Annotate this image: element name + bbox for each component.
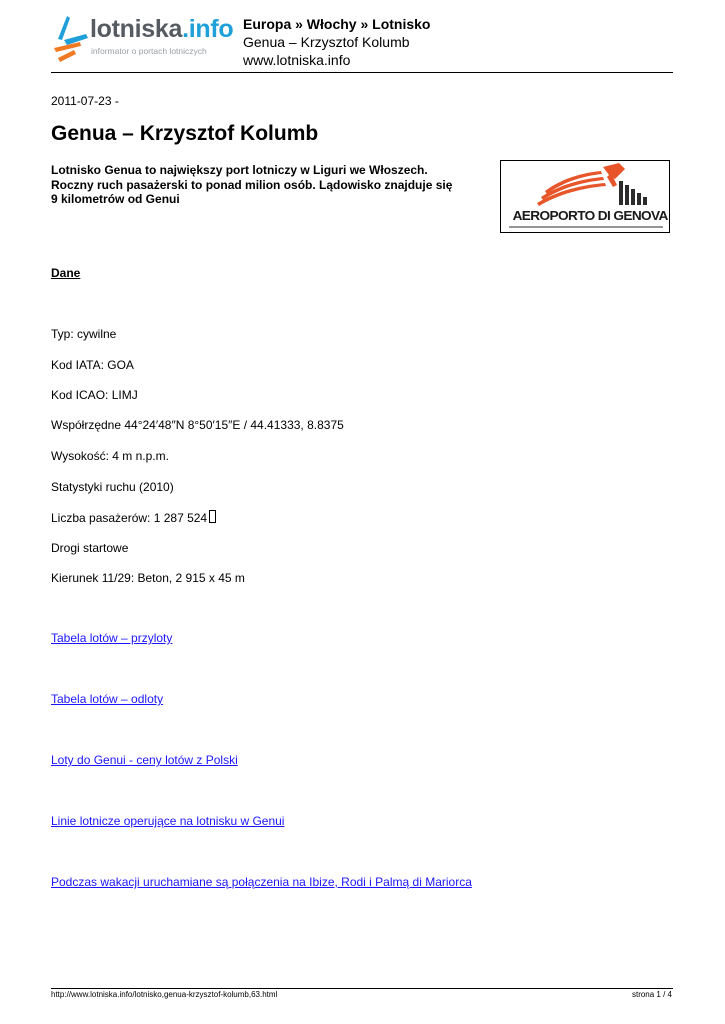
- breadcrumb: Europa » Włochy » Lotnisko: [243, 16, 431, 32]
- header-subtitle: Genua – Krzysztof Kolumb: [243, 34, 410, 50]
- site-logo[interactable]: [50, 14, 240, 66]
- article-date: 2011-07-23 -: [51, 94, 119, 108]
- page-header: [243, 15, 430, 69]
- header-site: www.lotniska.info: [243, 52, 351, 68]
- fact-passengers: [51, 510, 216, 525]
- link-departures[interactable]: Tabela lotów – odloty: [51, 692, 164, 706]
- fact-runway-direction: Kierunek 11/29: Beton, 2 915 x 45 m: [51, 571, 245, 585]
- fact-traffic-stats: Statystyki ruchu (2010): [51, 480, 174, 494]
- footer-divider: [51, 988, 673, 989]
- link-flight-prices[interactable]: Loty do Genui - ceny lotów z Polski: [51, 753, 238, 767]
- section-title-dane: Dane: [51, 266, 81, 280]
- footer-url: http://www.lotniska.info/lotnisko,genua-krzysztof-kolumb,63.html: [51, 990, 278, 999]
- fact-type: Typ: cywilne: [51, 327, 117, 341]
- fact-runways: Drogi startowe: [51, 541, 129, 555]
- footer-page-number: strona 1 / 4: [631, 990, 672, 999]
- link-airlines[interactable]: Linie lotnicze operujące na lotnisku w Genui: [51, 814, 285, 828]
- article-intro: Lotnisko Genua to największy port lotniczy w Liguri we Włoszech. Roczny ruch pasażerski to ponad milion osób. Lądowisko znajduje się 9 kilometrów od Genui: [51, 163, 453, 206]
- fact-coordinates: Współrzędne 44°24′48″N 8°50′15″E / 44.41333, 8.8375: [51, 418, 344, 432]
- fact-icao: Kod ICAO: LIMJ: [51, 388, 138, 402]
- missing-glyph-icon: [209, 510, 216, 523]
- header-divider: [51, 72, 673, 73]
- plane-logo-icon: [50, 14, 90, 66]
- link-arrivals[interactable]: Tabela lotów – przyloty: [51, 631, 173, 645]
- fact-iata: Kod IATA: GOA: [51, 358, 134, 372]
- passengers-text: Liczba pasażerów: 1 287 524: [51, 511, 208, 525]
- link-summer-connections[interactable]: Podczas wakacji uruchamiane są połączenia na Ibize, Rodi i Palmą di Mariorca: [51, 875, 472, 889]
- page-title: Genua – Krzysztof Kolumb: [51, 122, 319, 145]
- airport-logo-text: AEROPORTO DI GENOVA: [512, 208, 668, 223]
- logo-wordmark: lotniska.info: [90, 15, 234, 43]
- logo-tagline: informator o portach lotniczych: [91, 46, 207, 56]
- airport-logo-image: [500, 160, 670, 233]
- fact-elevation: Wysokość: 4 m n.p.m.: [51, 449, 169, 463]
